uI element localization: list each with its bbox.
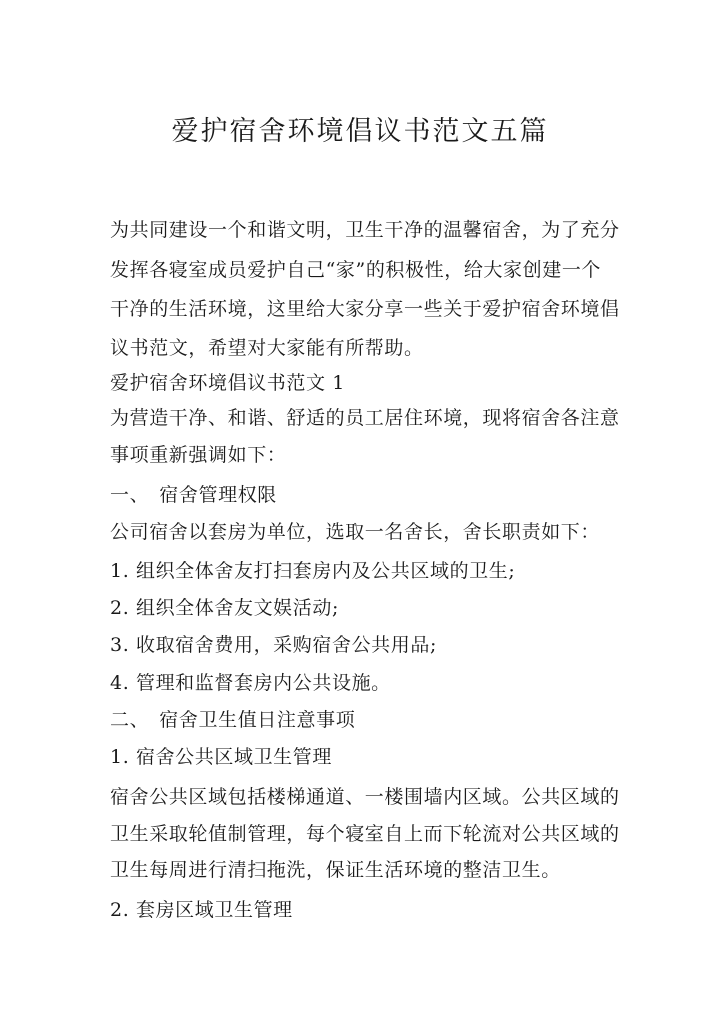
body-line: 卫生采取轮值制管理，每个寝室自上而下轮流对公共区域的 (110, 823, 620, 845)
list-item-4: 4. 管理和监督套房内公共设施。 (110, 672, 391, 694)
subheading-two: 二、 宿舍卫生值日注意事项 (110, 709, 356, 731)
subheading-item-2: 2. 套房区域卫生管理 (110, 899, 293, 921)
body-line: 为营造干净、和谐、舒适的员工居住环境，现将宿舍各注意 (110, 407, 620, 429)
subheading-one: 一、 宿舍管理权限 (110, 484, 277, 506)
body-line: 事项重新强调如下： (110, 444, 287, 466)
intro-line-4: 议书范文，希望对大家能有所帮助。 (110, 337, 424, 359)
intro-line-2: 发挥各寝室成员爱护自己“家”的积极性，给大家创建一个 (110, 259, 602, 281)
intro-line-1: 为共同建设一个和谐文明，卫生干净的温馨宿舍，为了充分 (110, 219, 620, 241)
list-item-3: 3. 收取宿舍费用，采购宿舍公共用品; (110, 634, 437, 656)
body-line: 公司宿舍以套房为单位，选取一名舍长，舍长职责如下： (110, 521, 601, 543)
intro-line-3: 干净的生活环境，这里给大家分享一些关于爱护宿舍环境倡 (110, 298, 620, 320)
body-line: 宿舍公共区域包括楼梯通道、一楼围墙内区域。公共区域的 (110, 786, 620, 808)
section-heading-fanwen-1: 爱护宿舍环境倡议书范文 1 (110, 372, 345, 394)
subheading-item-1: 1. 宿舍公共区域卫生管理 (110, 746, 332, 768)
list-item-2: 2. 组织全体舍友文娱活动; (110, 597, 339, 619)
list-item-1: 1. 组织全体舍友打扫套房内及公共区域的卫生; (110, 560, 516, 582)
body-line: 卫生每周进行清扫拖洗，保证生活环境的整洁卫生。 (110, 859, 561, 881)
document-title: 爱护宿舍环境倡议书范文五篇 (171, 116, 549, 147)
